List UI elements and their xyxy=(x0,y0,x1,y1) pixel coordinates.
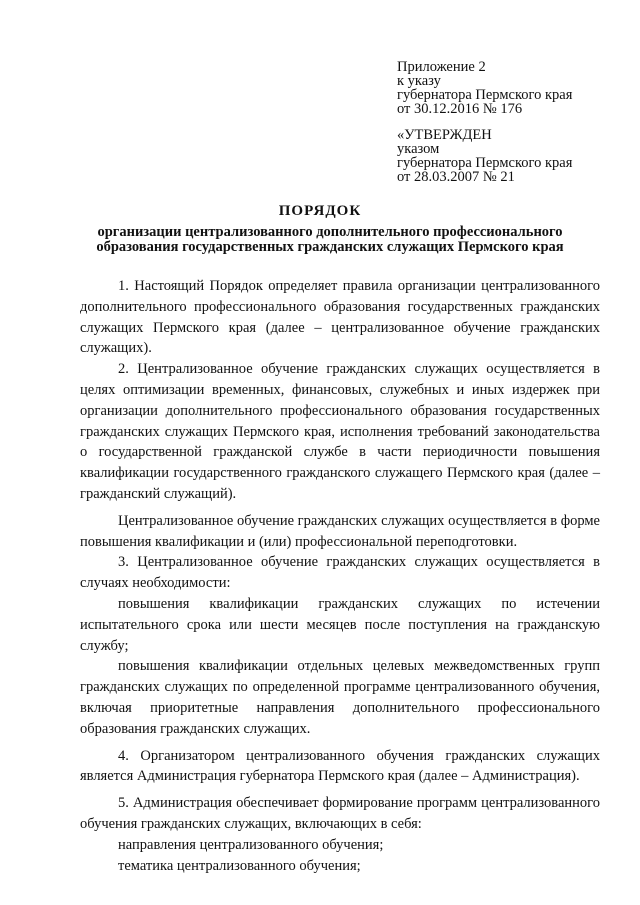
paragraph: 5. Администрация обеспечивает формирование программ централизованного обучения гражданских служащих, включающих в себя: xyxy=(80,795,600,832)
attachment-line: губернатора Пермского края xyxy=(397,87,573,103)
paragraph: Централизованное обучение гражданских служащих осуществляется в форме повышения квалификации и (или) профессиональной переподготовки. xyxy=(80,512,600,550)
document-title: ПОРЯДОК xyxy=(278,203,362,219)
approved-line: губернатора Пермского края xyxy=(397,155,573,171)
paragraph: 4. Организатором централизованного обучения гражданских служащих является Администрация губернатора Пермского края (далее – Администрация). xyxy=(80,747,600,785)
attachment-header xyxy=(397,60,572,184)
paragraph: тематика централизованного обучения; xyxy=(118,857,361,874)
attachment-line: к указу xyxy=(397,73,441,89)
approved-line: от 28.03.2007 № 21 xyxy=(397,169,515,185)
document-body xyxy=(80,276,600,876)
paragraph: повышения квалификации отдельных целевых межведомственных групп гражданских служащих по определенной программе централизованного обучения, включая приоритетные направления дополнительного профессионального образования гражданских служащих. xyxy=(80,658,600,737)
paragraph: повышения квалификации гражданских служащих по истечении испытательного срока или шести месяцев после поступления на гражданскую службу; xyxy=(80,595,600,654)
document-subtitle: организации централизованного дополнительного профессионального образования государственных гражданских служащих Пермского края xyxy=(96,224,564,255)
approved-line: «УТВЕРЖДЕН xyxy=(397,127,492,143)
approved-line: указом xyxy=(397,141,440,157)
attachment-line: от 30.12.2016 № 176 xyxy=(397,101,523,117)
paragraph: 3. Централизованное обучение гражданских служащих осуществляется в случаях необходимости: xyxy=(80,554,600,592)
paragraph: 1. Настоящий Порядок определяет правила организации централизованного дополнительного профессионального образования государственных гражданских служащих Пермского края (далее – централизованное обучение гражданских служащих). xyxy=(80,278,600,357)
attachment-line: Приложение 2 xyxy=(397,59,486,75)
paragraph: направления централизованного обучения; xyxy=(118,836,384,853)
paragraph: 2. Централизованное обучение гражданских служащих осуществляется в целях оптимизации временных, финансовых, служебных и иных издержек при организации дополнительного профессионального образования государственных гражданских служащих Пермского края, исполнения требований законодательства о государственной гражданской службе в части периодичности повышения квалификации государственного гражданского служащего Пермского края (далее – гражданский служащий). xyxy=(80,361,600,502)
